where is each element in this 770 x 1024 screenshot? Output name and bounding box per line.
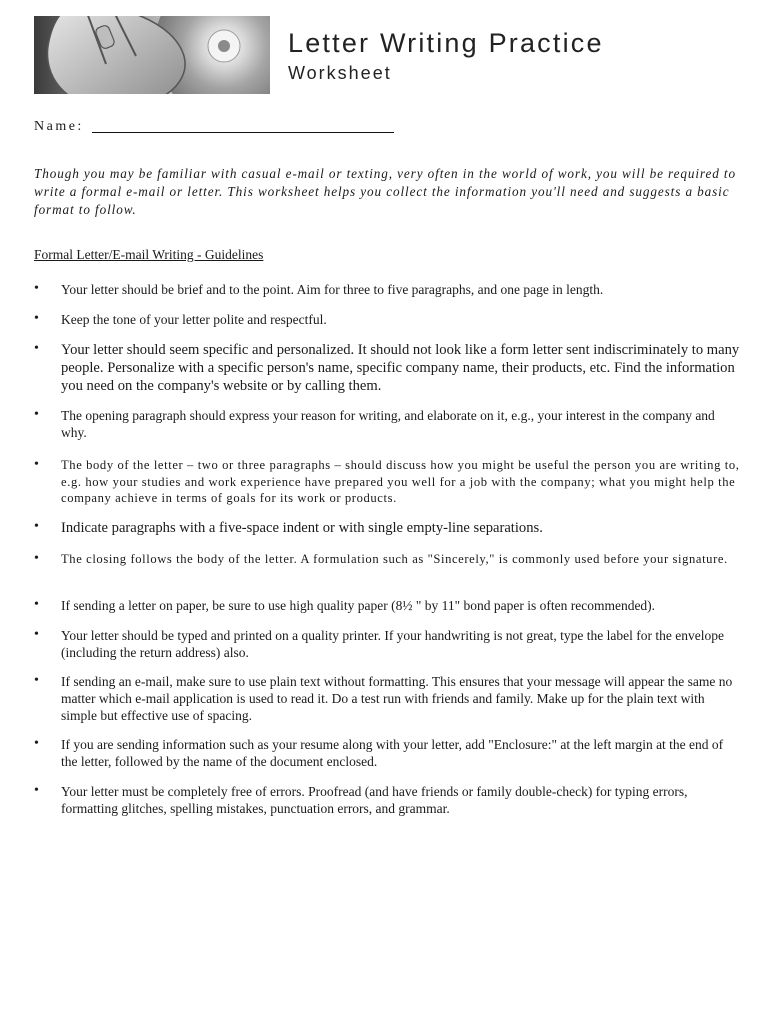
list-item <box>34 673 740 724</box>
bullet-icon: • <box>34 597 39 612</box>
list-item-text: Your letter should be brief and to the point. Aim for three to five paragraphs, and one page in length. <box>61 282 604 297</box>
list-item-text: If sending an e-mail, make sure to use plain text without formatting. This ensures that your message will appear the same no matter which e-mail application is used to read it. Do a test run with friends and family. Make up for the plain text with simple but effective use of spacing. <box>61 674 733 723</box>
list-item-text: Indicate paragraphs with a five-space indent or with single empty-line separations. <box>61 520 543 536</box>
bullet-icon: • <box>34 311 39 326</box>
bullet-icon: • <box>34 281 39 296</box>
list-item-text: The body of the letter – two or three paragraphs – should discuss how you might be useful the person you are writing to, e.g. how your studies and work experience have prepared you well for a job with the company; what you might help the company achieve in terms of goals for its work or products. <box>61 458 740 505</box>
list-item-text: Your letter should seem specific and personalized. It should not look like a form letter sent indiscriminately to many people. Personalize with a specific person's name, specific company name, their products, etc. Find the information you need on the company's website or by calling them. <box>61 342 740 394</box>
list-item-text: If sending a letter on paper, be sure to use high quality paper (8½ " by 11" bond paper is often recommended). <box>61 598 656 613</box>
list-item-text: The closing follows the body of the letter. A formulation such as "Sincerely," is commonly used before your signature. <box>61 552 728 566</box>
list-item <box>34 551 740 568</box>
page-title: Letter Writing Practice <box>288 28 604 58</box>
guidelines-heading: Formal Letter/E-mail Writing - Guidelines <box>34 247 264 262</box>
bullet-icon: • <box>34 407 39 422</box>
bullet-icon: • <box>34 783 39 798</box>
bullet-icon: • <box>34 457 39 472</box>
list-item <box>34 597 740 614</box>
list-item <box>34 627 740 661</box>
list-item <box>34 736 740 770</box>
page-subtitle: Worksheet <box>288 63 392 83</box>
list-item <box>34 519 740 537</box>
bullet-icon: • <box>34 627 39 642</box>
list-item-text: Your letter must be completely free of errors. Proofread (and have friends or family double-check) for typing errors, formatting glitches, spelling mistakes, punctuation errors, and grammar. <box>61 784 688 816</box>
bullet-icon: • <box>34 673 39 688</box>
bullet-icon: • <box>34 519 39 534</box>
list-item <box>34 281 740 298</box>
header-decorative-image <box>34 16 270 94</box>
list-item-text: If you are sending information such as your resume along with your letter, add "Enclosure:" at the left margin at the end of the letter, followed by the name of the document enclosed. <box>61 737 724 769</box>
list-item <box>34 457 740 507</box>
list-item <box>34 311 740 328</box>
list-item-text: Your letter should be typed and printed on a quality printer. If your handwriting is not great, type the label for the envelope (including the return address) also. <box>61 628 724 660</box>
list-item-text: Keep the tone of your letter polite and respectful. <box>61 312 327 327</box>
list-item <box>34 341 740 395</box>
mouse-and-cd-graphic <box>34 16 270 94</box>
name-field-line[interactable] <box>92 132 394 133</box>
bullet-icon: • <box>34 551 39 566</box>
bullet-icon: • <box>34 736 39 751</box>
list-item <box>34 407 740 441</box>
name-label: Name: <box>34 119 84 134</box>
bullet-icon: • <box>34 341 39 356</box>
list-item-text: The opening paragraph should express your reason for writing, and elaborate on it, e.g., your interest in the company and why. <box>61 408 715 440</box>
list-item <box>34 783 740 817</box>
intro-paragraph: Though you may be familiar with casual e-mail or texting, very often in the world of work, you will be required to write a formal e-mail or letter. This worksheet helps you collect the information you'll need and suggests a basic format to follow. <box>34 166 736 217</box>
